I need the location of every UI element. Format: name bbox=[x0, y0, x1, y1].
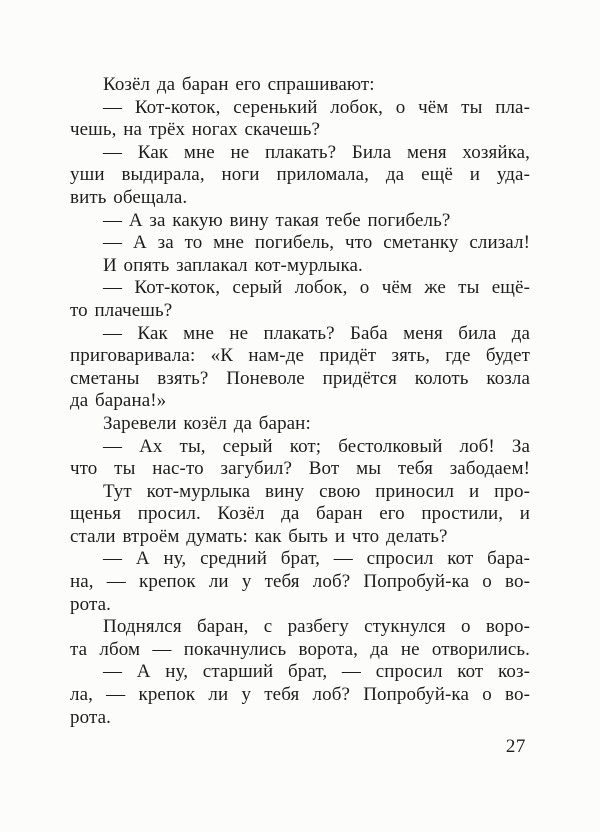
paragraph bbox=[70, 436, 530, 481]
paragraph bbox=[70, 255, 530, 278]
paragraph bbox=[70, 74, 530, 97]
text-line: Заревели козёл да баран: bbox=[103, 412, 311, 434]
text-line: та лбом — покачнулись ворота, да не отворились. bbox=[70, 638, 530, 660]
paragraph bbox=[70, 661, 530, 729]
paragraph bbox=[70, 481, 530, 549]
text-line: ла, — крепок ли у тебя лоб? Попробуй-ка о во- bbox=[70, 684, 530, 706]
paragraph bbox=[70, 323, 530, 413]
text-line: стали втроём думать: как быть и что делать? bbox=[70, 525, 448, 547]
paragraph bbox=[70, 277, 530, 322]
text-line: чешь, на трёх ногах скачешь? bbox=[70, 119, 321, 141]
text-line: рота. bbox=[70, 706, 111, 728]
text-line: — А ну, старший брат, — спросил кот коз- bbox=[103, 661, 530, 683]
text-line: — Кот-коток, серенький лобок, о чём ты пла- bbox=[103, 96, 530, 118]
paragraph bbox=[70, 97, 530, 142]
text-line: — Кот-коток, серый лобок, о чём же ты ещё- bbox=[103, 277, 530, 299]
text-line: вить обещала. bbox=[70, 186, 188, 208]
text-line: приговаривала: «К нам-де придёт зять, где будет bbox=[70, 345, 530, 367]
text-line: — Как мне не плакать? Баба меня била да bbox=[103, 322, 530, 344]
text-line: — Как мне не плакать? Била меня хозяйка, bbox=[103, 141, 530, 163]
text-line: — Ах ты, серый кот; бестолковый лоб! За bbox=[103, 435, 530, 457]
text-line: на, — крепок ли у тебя лоб? Попробуй-ка о во- bbox=[70, 571, 530, 593]
paragraph bbox=[70, 210, 530, 233]
story-text bbox=[70, 74, 530, 729]
text-line: да барана!» bbox=[70, 390, 167, 412]
text-line: сметаны взять? Поневоле придётся колоть козла bbox=[70, 367, 530, 389]
paragraph bbox=[70, 413, 530, 436]
text-line: — А за какую вину такая тебе погибель? bbox=[103, 209, 451, 231]
text-line: — А ну, средний брат, — спросил кот бара- bbox=[103, 548, 530, 570]
text-line: — А за то мне погибель, что сметанку слизал! bbox=[103, 232, 530, 254]
text-line: то плачешь? bbox=[70, 299, 173, 321]
text-line: И опять заплакал кот-мурлыка. bbox=[103, 254, 363, 276]
text-line: Тут кот-мурлыка вину свою приносил и про- bbox=[103, 480, 530, 502]
text-line: что ты нас-то загубил? Вот мы тебя забодаем! bbox=[70, 458, 530, 480]
paragraph bbox=[70, 232, 530, 255]
text-line: Козёл да баран его спрашивают: bbox=[103, 74, 375, 95]
text-line: рота. bbox=[70, 593, 111, 615]
paragraph bbox=[70, 142, 530, 210]
page-number: 27 bbox=[505, 736, 526, 757]
text-line: Поднялся баран, с разбегу стукнулся о воро- bbox=[103, 616, 530, 638]
text-line: щенья просил. Козёл да баран его простили, и bbox=[70, 503, 530, 525]
text-line: уши выдирала, ноги приломала, да ещё и уда- bbox=[70, 164, 530, 186]
paragraph bbox=[70, 616, 530, 661]
paragraph bbox=[70, 548, 530, 616]
